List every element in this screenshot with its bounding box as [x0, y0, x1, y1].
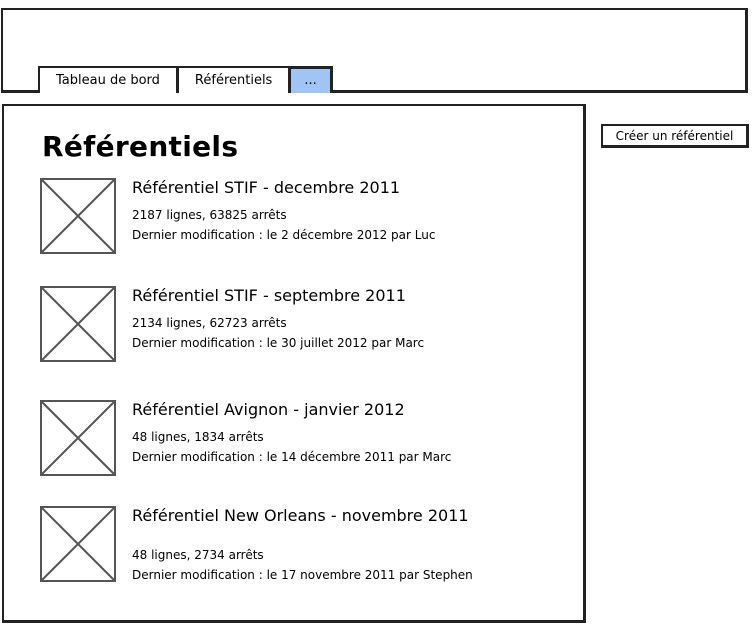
tab-referentiels[interactable]: Référentiels: [177, 66, 291, 93]
item-stats: 48 lignes, 2734 arrêts: [132, 548, 264, 562]
item-stats: 2134 lignes, 62723 arrêts: [132, 316, 287, 330]
item-title[interactable]: Référentiel New Orleans - novembre 2011: [132, 506, 469, 525]
page-title: Référentiels: [42, 130, 239, 163]
image-placeholder-icon: [40, 506, 116, 582]
item-title[interactable]: Référentiel STIF - decembre 2011: [132, 178, 401, 197]
item-stats: 48 lignes, 1834 arrêts: [132, 430, 264, 444]
item-modification: Dernier modification : le 17 novembre 2011 par Stephen: [132, 568, 473, 582]
tab-tableau-de-bord[interactable]: Tableau de bord: [38, 66, 179, 93]
item-title[interactable]: Référentiel Avignon - janvier 2012: [132, 400, 405, 419]
create-referentiel-button[interactable]: Créer un référentiel: [601, 124, 749, 148]
item-modification: Dernier modification : le 30 juillet 2012 par Marc: [132, 336, 425, 350]
image-placeholder-icon: [40, 178, 116, 254]
item-modification: Dernier modification : le 2 décembre 2012 par Luc: [132, 228, 436, 242]
item-stats: 2187 lignes, 63825 arrêts: [132, 208, 287, 222]
image-placeholder-icon: [40, 400, 116, 476]
referentiels-panel: [2, 104, 586, 623]
image-placeholder-icon: [40, 286, 116, 362]
nav-tabs: [38, 66, 331, 93]
item-title[interactable]: Référentiel STIF - septembre 2011: [132, 286, 406, 305]
item-modification: Dernier modification : le 14 décembre 2011 par Marc: [132, 450, 452, 464]
tab-more[interactable]: ...: [289, 66, 332, 93]
